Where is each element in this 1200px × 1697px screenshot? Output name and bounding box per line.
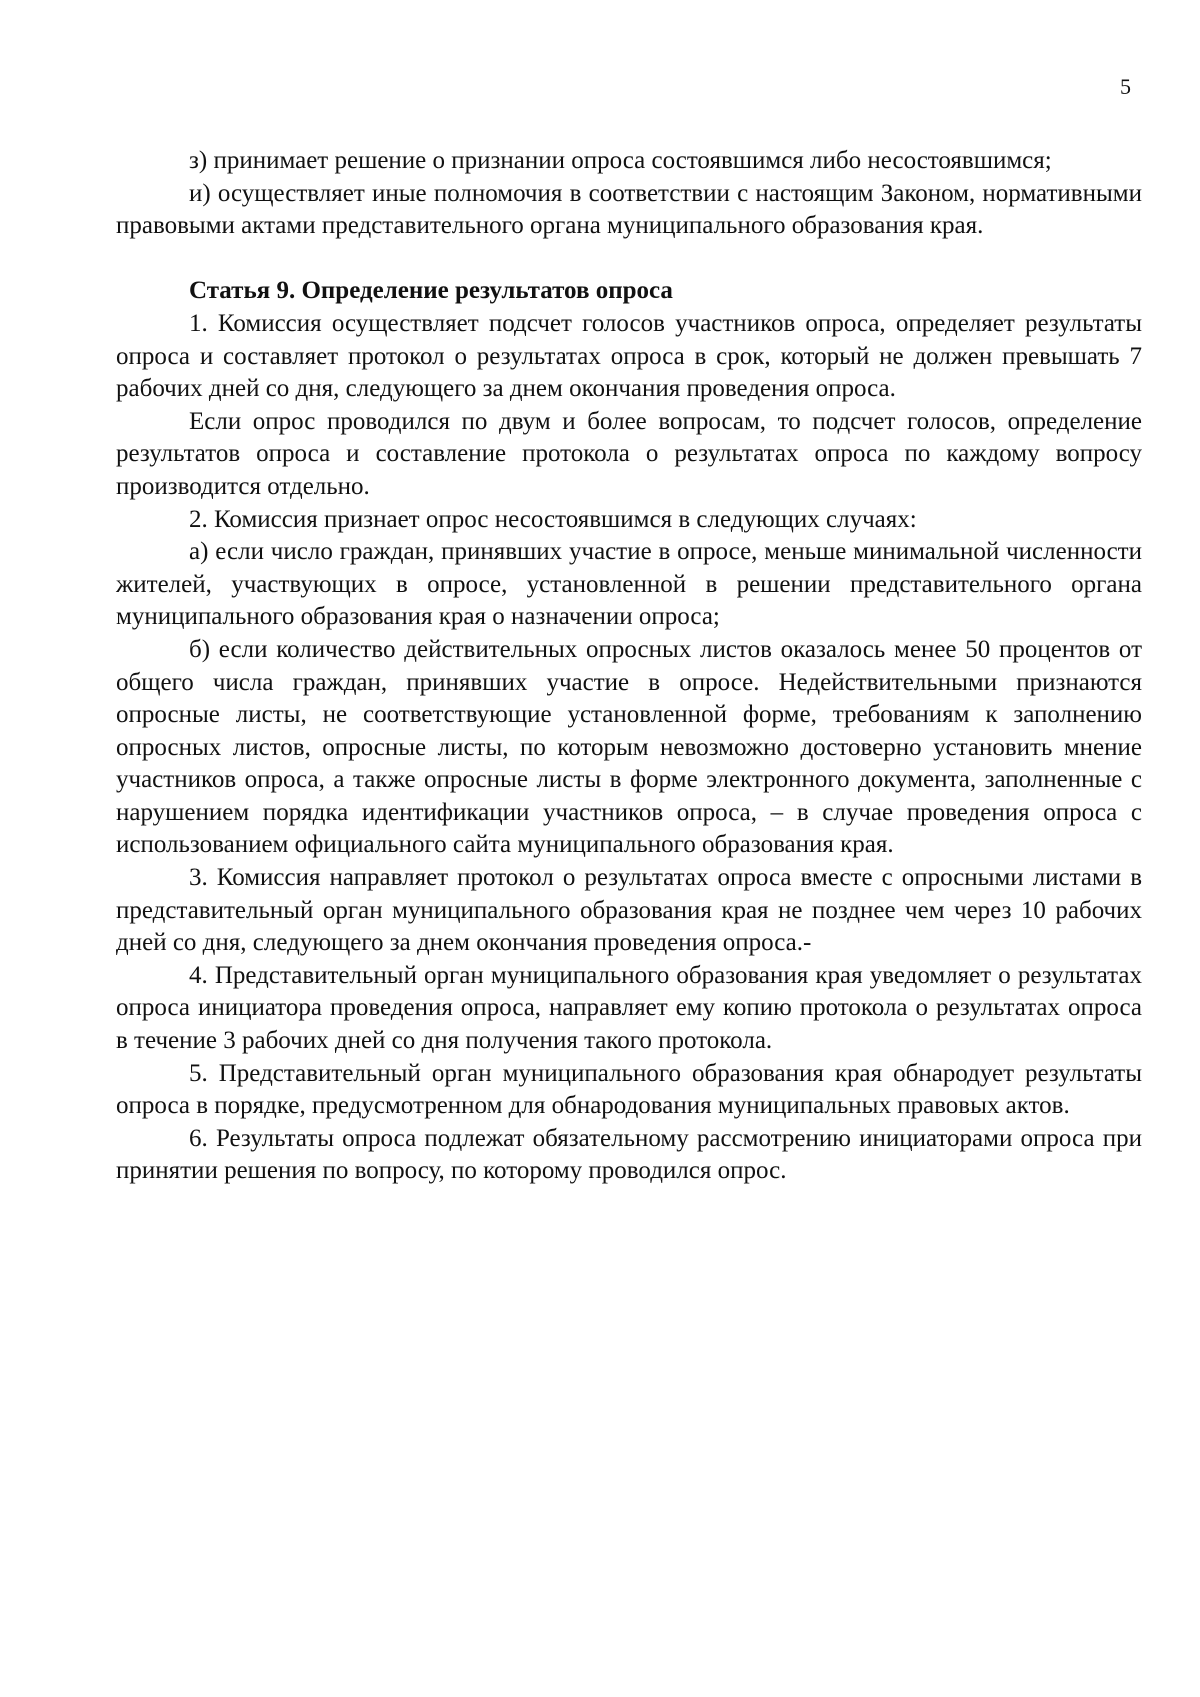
paragraph-2: 2. Комиссия признает опрос несостоявшимся в следующих случаях: [189,505,917,533]
document-body [116,145,1142,1188]
article-heading: Статья 9. Определение результатов опроса [189,277,673,305]
paragraph-2a: а) если число граждан, принявших участие в опросе, меньше минимальной численности жителей, участвующих в опросе, установленной в решении представительного органа муниципального образования края о назначении опроса; [116,538,1142,631]
paragraph-2b: б) если количество действительных опросных листов оказалось менее 50 процентов от общего числа граждан, принявших участие в опросе. Недействительными признаются опросные листы, не соответствующие установленной форме, требованиям к заполнению опросных листов, опросные листы, по которым невозможно достоверно установить мнение участников опроса, а также опросные листы в форме электронного документа, заполненные с нарушением порядка идентификации участников опроса, – в случае проведения опроса с использованием официального сайта муниципального образования края. [116,635,1142,859]
paragraph-3: 3. Комиссия направляет протокол о результатах опроса вместе с опросными листами в представительный орган муниципального образования края не позднее чем через 10 рабочих дней со дня, следующего за днем окончания проведения опроса.- [116,864,1142,957]
paragraph-item-i: и) осуществляет иные полномочия в соответствии с настоящим Законом, нормативными правовыми актами представительного органа муниципального образования края. [116,179,1142,240]
paragraph-4: 4. Представительный орган муниципального образования края уведомляет о результатах опроса инициатора проведения опроса, направляет ему копию протокола о результатах опроса в течение 3 рабочих дней со дня получения такого протокола. [116,961,1142,1055]
paragraph-multi-question: Если опрос проводился по двум и более вопросам, то подсчет голосов, определение результатов опроса и составление протокола о результатах опроса по каждому вопросу производится отдельно. [116,407,1142,500]
paragraph-6: 6. Результаты опроса подлежат обязательному рассмотрению инициаторами опроса при принятии решения по вопросу, по которому проводился опрос. [116,1124,1142,1185]
paragraph-item-z: з) принимает решение о признании опроса состоявшимся либо несостоявшимся; [189,147,1052,174]
paragraph-1: 1. Комиссия осуществляет подсчет голосов участников опроса, определяет результаты опроса и составляет протокол о результатах опроса в срок, который не должен превышать 7 рабочих дней со дня, следующего за днем окончания проведения опроса. [116,309,1142,403]
paragraph-5: 5. Представительный орган муниципального образования края обнародует результаты опроса в порядке, предусмотренном для обнародования муниципальных правовых актов. [116,1059,1142,1120]
page-number: 5 [1120,74,1131,99]
